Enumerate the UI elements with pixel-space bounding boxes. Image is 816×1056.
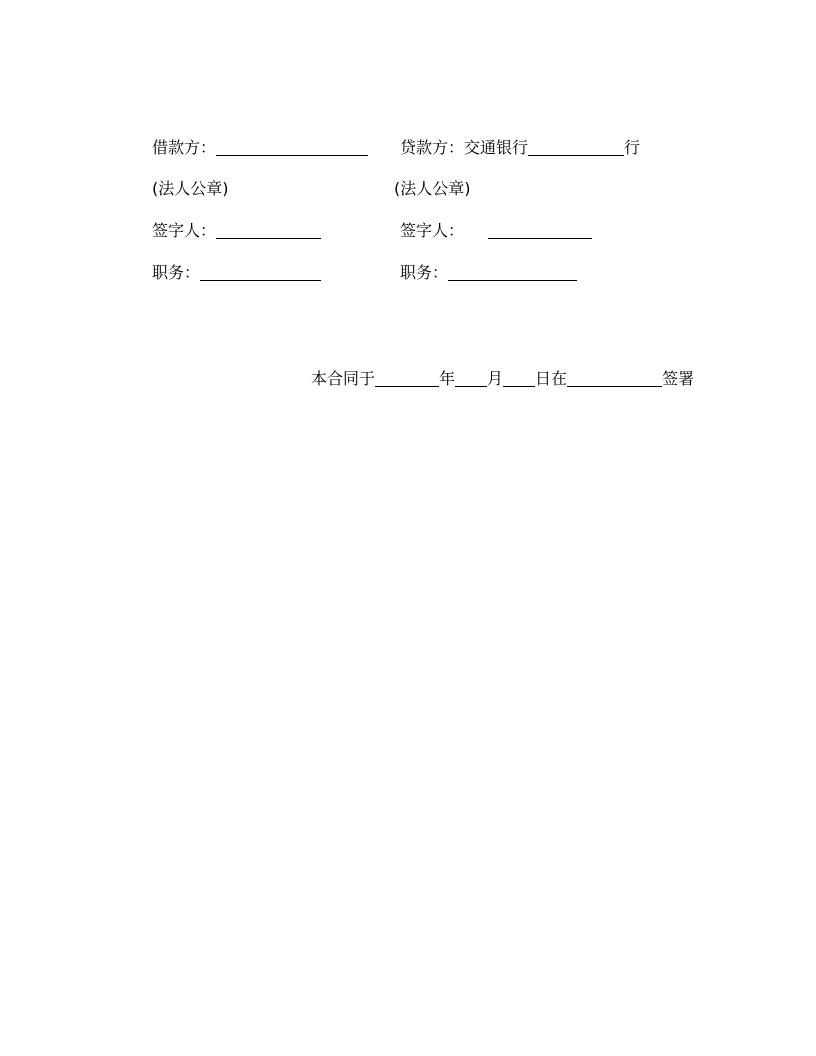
borrower-signatory-line (152, 221, 321, 241)
borrower-line (152, 138, 368, 158)
signing-suffix: 签署 (662, 369, 695, 388)
lender-position-label: 职务： (400, 263, 449, 282)
lender-position-line (400, 263, 577, 283)
lender-seal (394, 179, 471, 199)
borrower-name-field[interactable] (216, 138, 368, 156)
lender-branch-field[interactable] (528, 138, 624, 156)
borrower-position-field[interactable] (200, 263, 321, 281)
signing-day-label: 日在 (535, 369, 568, 388)
signing-prefix: 本合同于 (311, 369, 376, 388)
lender-position-field[interactable] (448, 263, 577, 281)
lender-signatory-label: 签字人： (400, 221, 465, 240)
lender-signatory-field[interactable] (488, 221, 592, 239)
borrower-position-line (152, 263, 321, 283)
borrower-label: 借款方： (152, 138, 217, 157)
lender-label: 贷款方：交通银行 (400, 138, 529, 157)
lender-seal-text: (法人公章) (394, 179, 471, 198)
borrower-seal (152, 179, 229, 199)
lender-signatory-line (400, 221, 592, 241)
signing-day-field[interactable] (503, 369, 535, 387)
signing-year-label: 年 (439, 369, 456, 388)
lender-line (400, 138, 640, 158)
borrower-seal-text: (法人公章) (152, 179, 229, 198)
borrower-position-label: 职务： (152, 263, 201, 282)
borrower-signatory-field[interactable] (216, 221, 321, 239)
signing-line (311, 369, 694, 389)
signing-year-field[interactable] (375, 369, 439, 387)
signing-month-field[interactable] (455, 369, 487, 387)
lender-suffix: 行 (624, 138, 641, 157)
borrower-signatory-label: 签字人： (152, 221, 217, 240)
signing-place-field[interactable] (567, 369, 662, 387)
signing-month-label: 月 (487, 369, 504, 388)
